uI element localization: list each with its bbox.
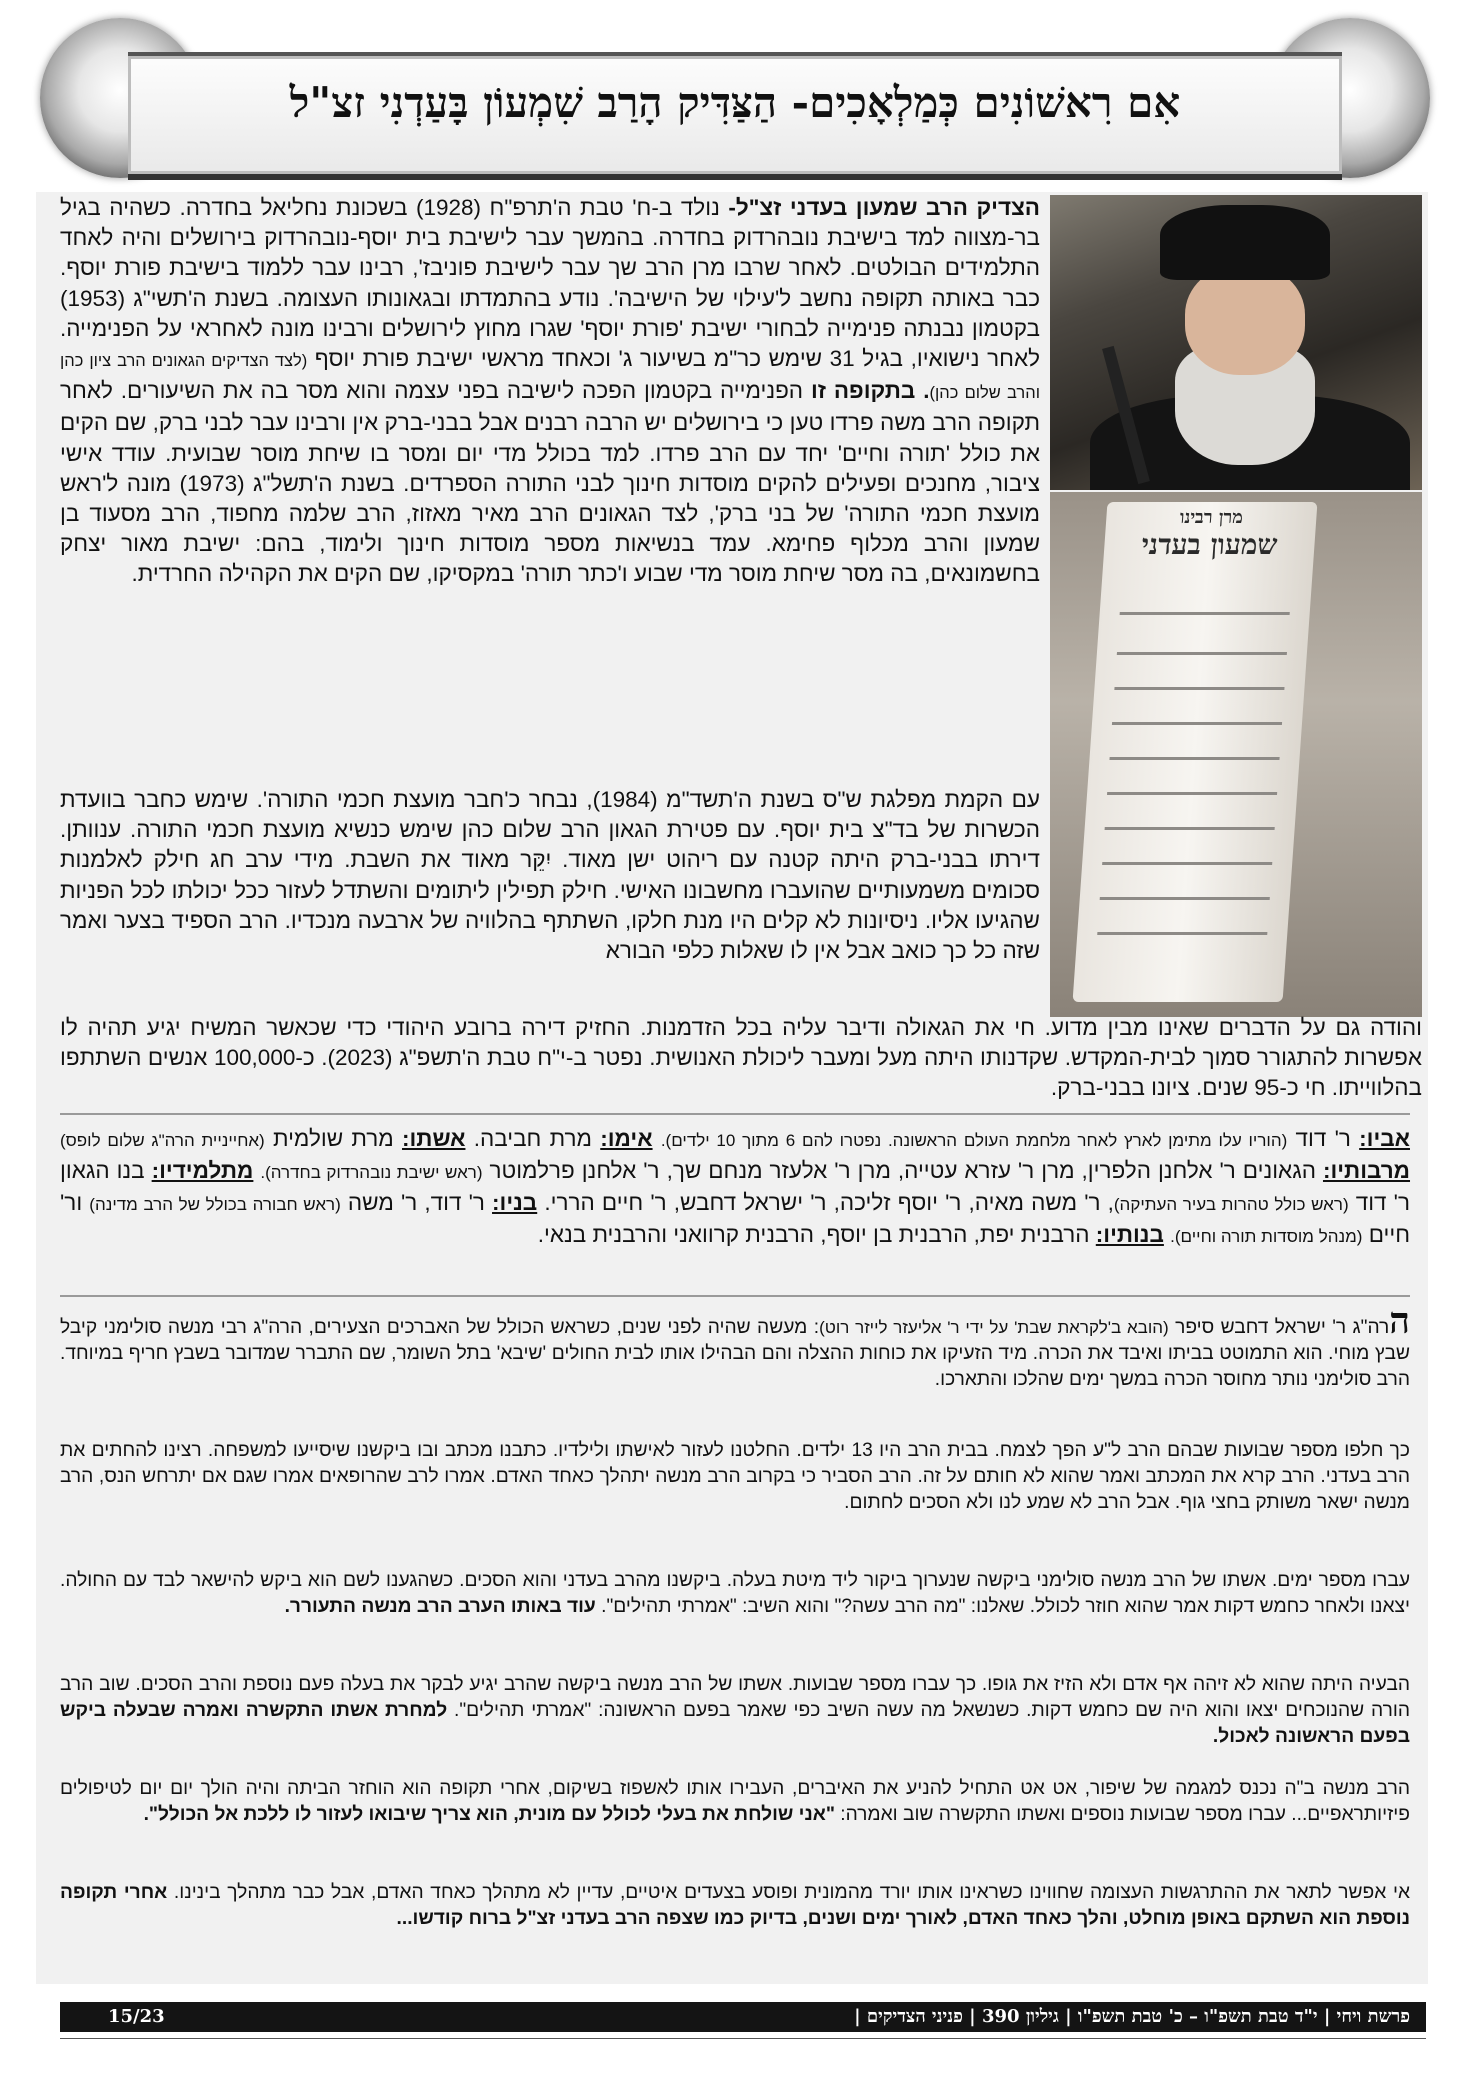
teachers-value: הגאונים ר' אלחנן הלפרין, מרן ר' עזרא עטייה, מרן ר' אלעזר מנחם שך, ר' אלחנן פרלמוטר	[482, 1158, 1323, 1183]
story-bold-3: עוד באותו הערב הרב מנשה התעורר.	[284, 1596, 596, 1617]
story-text-3: עברו מספר ימים. אשתו של הרב מנשה סולימני ביקשה שנערוך ביקור ליד מיטת בעלה. ביקשנו מהרב בעדני והוא הסכים. כשהגענו לשם הוא ביקש להישאר לבד עם החולה. יצאנו ולאחר כחמש דקות אמר שהוא חוזר לכולל. שאלנו: "מה הרב עשה?" והוא השיב: "אמרתי תהילים".	[60, 1570, 1410, 1617]
bio-bold-1: . בתקופה זו	[810, 378, 930, 404]
bio-paragraph-2	[60, 785, 1040, 966]
sons-note-2: (מנהל מוסדות תורה וחיים).	[1170, 1227, 1363, 1246]
story-bold-5: "אני שולחת את בעלי לכולל עם מונית, הוא צריך שיבואו לעזור לו ללכת אל הכולל".	[143, 1804, 835, 1825]
title-banner	[40, 18, 1430, 180]
mother-label: אימו:	[600, 1126, 653, 1151]
gravestone-line	[1100, 897, 1270, 900]
gravestone-line	[1117, 652, 1287, 655]
sons-value-2: ור' חיים	[60, 1190, 1410, 1247]
section-divider	[60, 1113, 1410, 1115]
story-paragraph-4	[60, 1672, 1410, 1750]
gravestone-line	[1120, 612, 1290, 615]
bio-paragraph-1	[60, 193, 1040, 590]
bio-note: (לצד הצדיקים הגאונים הרב ציון כהן והרב שלום כהן)	[60, 352, 1040, 403]
story-bold-4: למחרת אשתו התקשרה ואמרה שבעלה ביקש בפעם הראשונה לאכול.	[60, 1700, 1410, 1747]
students-value: בנו הגאון ר' דוד	[60, 1158, 1410, 1215]
story-source-note: (הובא ב'לקראת שבת' על ידי ר' אליעזר לייזר רוט)	[819, 1318, 1169, 1337]
photo-face	[1185, 265, 1305, 375]
gravestone-line	[1097, 932, 1267, 935]
wife-note: (אחייניית הרה"ג שלום לופס)	[60, 1131, 265, 1150]
dropcap-letter: ה	[1389, 1300, 1410, 1342]
story-paragraph-3	[60, 1568, 1410, 1620]
page-footer	[60, 2002, 1426, 2032]
gravestone-line	[1112, 722, 1282, 725]
gravestone-slab	[1073, 502, 1318, 1002]
gravestone-line	[1102, 862, 1272, 865]
bio-paragraph-3	[60, 1013, 1422, 1104]
teachers-label: מרבותיו:	[1322, 1158, 1411, 1183]
gravestone-line	[1109, 757, 1279, 760]
photo-hat	[1160, 205, 1330, 280]
page-number: 15/23	[108, 2006, 165, 2027]
story-text-2: כך חלפו מספר שבועות שבהם הרב ל"ע הפך לצמח. בבית הרב היו 13 ילדים. החלטנו לעזור לאישתו ולילדיו. כתבנו מכתב ובו ביקשנו שיסייעו למשפחה. רצינו להחתים את הרב בעדני. הרב קרא את המכתב ואמר שהוא לא חותם על זה. הרב הסביר כי בקרוב הרב מנשה יתהלך כאחד האדם. אמרו לרב שהרופאים אמרו שגם אם יתרחש הנס, הרב מנשה ישאר משותק בחצי גוף. אבל הרב לא שמע לנו ולא הסכים לחתום.	[60, 1440, 1411, 1513]
story-text-1-intro: רה"ג ר' ישראל דחבש סיפר	[1168, 1317, 1390, 1338]
teachers-note: (ראש ישיבת נובהרדוק בחדרה).	[260, 1163, 483, 1182]
bio-lead: הצדיק הרב שמעון בעדני זצ"ל-	[728, 195, 1040, 220]
story-text-5: הרב מנשה ב"ה נכנס למגמה של שיפור, אט אט התחיל להניע את האיברים, העבירו אותו לאשפוז בשיקום, אחרי תקופה הוא הוחזר הביתה והיה הולך יום יום לטיפולים פיזיותראפיים... עברו מספר שבועות נוספים ואשתו התקשרה שוב ואמרה:	[60, 1778, 1410, 1825]
bio-text-1-rest: הפנימייה בקטמון הפכה לישיבה בפני עצמה והוא מסר בה את השיעורים. לאחר תקופה הרב משה פרדו טען כי בירושלים יש הרבה רבנים אבל בבני-ברק אין ורבינו עבר לבני ברק, שם הקים את כולל 'תורה וחיים' יחד עם הרב פרדו. למד בכולל מדי יום ומסר בו שיחת מוסר שבועית. עודד אישי ציבור, מחנכים ופעילים להקים מוסדות חינוך לבני התורה הספרדים. בשנת ה'תשל"ג (1973) מונה ל'ראש מועצת חכמי התורה' של בני ברק', לצד הגאונים הרב מאיר מאזוז, הרב שלמה מחפוד, הרב מסעוד בן שמעון והרב מכלוף פחימא. עמד בנשיאות מספר מוסדות חינוך ולימוד, בהם: ישיבת מאור יצחק בחשמונאים, בה מסר שיחת מוסר מדי שבוע ו'כתר תורה' במקסיקו, שם הקים את הקהילה החרדית.	[60, 378, 1040, 587]
bio-text-2: עם הקמת מפלגת ש"ס בשנת ה'תשד"מ (1984), נבחר כ'חבר מועצת חכמי התורה'. שימש כחבר בוועדת הכשרות של בד"צ בית יוסף. עם פטירת הגאון הרב שלום כהן שימש כנשיא מועצת חכמי התורה. ענוותן. דירתו בבני-ברק היתה קטנה עם ריהוט ישן מאוד. יִקֵּר מאוד את השבת. מידי ערב חג חילק לאלמנות סכומים משמעותיים שהועברו מחשבונו האישי. חילק תפילין ליתומים והשתדל לעזור ככל יכולתו לכל הפניות שהגיעו אליו. ניסיונות לא קלים היו מנת חלקו, השתתף בהלוויה של ארבעה מנכדיו. הרב הספיד בצער ואמר שזה כל כך כואב אבל אין לו שאלות כלפי הבורא	[60, 787, 1040, 964]
wife-value: מרת שולמית	[264, 1126, 403, 1151]
story-paragraph-2	[60, 1438, 1410, 1516]
gravestone-inscription	[1103, 507, 1317, 562]
bio-text-1: נולד ב-ח' טבת ה'תרפ"ח (1928) בשכונת נחליאל בחדרה. כשהיה בגיל בר-מצווה למד בישיבת נובהרדוק בחדרה. בהמשך עבר לישיבת בית יוסף-נובהרדוק בירושלים והיה לאחד התלמידים הבולטים. לאחר שרבו מרן הרב שך עבר לישיבת פוניבז', רבינו עבר ללמוד בישיבת פורת יוסף. כבר באותה תקופה נחשב ל'עילוי של הישיבה'. נודע בהתמדתו ובגאונותו העצומה. בשנת ה'תשי"ג (1953) בקטמון נבנתה פנימייה לבחורי ישיבת 'פורת יוסף' שגרו מחוץ לירושלים ורבינו מונה לאחראי על הפנימייה. לאחר נישואיו, בגיל 31 שימש כר"מ בשיעור ג' וכאחד מראשי ישיבת פורת יוסף	[60, 195, 1040, 372]
gravestone-line	[1105, 827, 1275, 830]
story-paragraph-5	[60, 1776, 1410, 1828]
story-bold-6: אחרי תקופה נוספת הוא השתקם באופן מוחלט, והלך כאחד האדם, לאורך ימים ושנים, בדיוק כמו שצפה הרב בעדני זצ"ל ברוח קודשו...	[60, 1882, 1410, 1929]
footer-rule	[60, 2038, 1426, 2039]
daughters-value: הרבנית יפת, הרבנית בן יוסף, הרבנית קרוואני והרבנית בנאי.	[537, 1222, 1096, 1247]
students-value-2: , ר' משה מאיה, ר' יוסף זליכה, ר' ישראל דחבש, ר' חיים הררי.	[544, 1190, 1114, 1215]
bio-text-3: והודה גם על הדברים שאינו מבין מדוע. חי את הגאולה ודיבר עליה בכל הזדמנות. החזיק דירה ברובע היהודי כדי שכאשר המשיח יגיע תהיה לו אפשרות להתגורר סמוך לבית-המקדש. שקדנותו היתה מעל ומעבר ליכולת האנושית. נפטר ב-י"ח טבת ה'תשפ"ג (2023). כ-100,000 אנשים השתתפו בהלווייתו. חי כ-95 שנים. ציונו בבני-ברק.	[60, 1015, 1422, 1101]
father-value: ר' דוד	[1287, 1126, 1360, 1151]
gravestone-top-text: מרן רבינו	[1179, 507, 1244, 528]
story-paragraph-1	[60, 1300, 1410, 1393]
sons-value: ר' דוד, ר' משה	[340, 1190, 493, 1215]
gravestone-photo	[1050, 492, 1422, 1017]
page-title: אִם רִאשׁוֹנִים כְּמַלְאָכִים- הַצַּדִּיק הָרַב שִׁמְעוֹן בָּעַדְנִי זצ"ל	[289, 78, 1181, 127]
students-note: (ראש כולל טהרות בעיר העתיקה)	[1113, 1195, 1349, 1214]
daughters-label: בנותיו:	[1095, 1222, 1164, 1247]
story-text-6: אי אפשר לתאר את ההתרגשות העצומה שחווינו כשראינו אותו יורד מהמונית ופוסע בצעדים איטיים, עדיין לא מתהלך כאחד האדם, אבל כבר מתהלך בינינו.	[167, 1882, 1410, 1903]
story-paragraph-6	[60, 1880, 1410, 1932]
gravestone-line	[1107, 792, 1277, 795]
sons-note: (ראש חבורה בכולל של הרב מדינה)	[89, 1195, 341, 1214]
mother-value: מרת חביבה.	[473, 1126, 601, 1151]
title-bar	[128, 52, 1342, 180]
sons-label: בניו:	[492, 1190, 538, 1215]
rabbi-portrait-photo	[1050, 195, 1422, 490]
wife-label: אשתו:	[402, 1126, 466, 1151]
family-info	[60, 1124, 1410, 1252]
students-label: מתלמידיו:	[151, 1158, 254, 1183]
gravestone-line	[1114, 687, 1284, 690]
story-text-1: : מעשה שהיה לפני שנים, כשראש הכולל של האברכים הצעירים, הרה"ג רבי מנשה סולימני קיבל שבץ מוחי. הוא התמוטט בביתו ואיבד את הכרה. מיד הזעיקו את כוחות ההצלה והם הבהילו אותו לבית החולים 'שיבא' בתל השומר, שם התברר שמדובר בשבץ חריף במיוחד. הרב סולימני נותר מחוסר הכרה במשך ימים שהלכו והתארכו.	[60, 1317, 1410, 1390]
father-label: אביו:	[1359, 1126, 1410, 1151]
father-note: (הוריו עלו מתימן לארץ לאחר מלחמת העולם הראשונה. נפטרו להם 6 מתוך 10 ילדים).	[660, 1131, 1288, 1150]
gravestone-name: שמעון בעדני	[1140, 528, 1279, 561]
story-text-4: הבעיה היתה שהוא לא זיהה אף אדם ולא הזיז את גופו. כך עברו מספר שבועות. אשתו של הרב מנשה ביקשה שהרב יגיע לבקר את בעלה פעם נוספת והרב הסכים. שוב הרב הורה שהנוכחים יצאו והוא היה שם כחמש דקות. כשנשאל מה עשה השיב כפי שאמר בפעם הראשונה: "אמרתי תהילים".	[60, 1674, 1411, 1721]
section-divider	[60, 1295, 1410, 1297]
footer-issue-info: פרשת ויחי | י"ד טבת תשפ"ו – כ' טבת תשפ"ו | גיליון 390 | פניני הצדיקים |	[854, 2006, 1410, 2027]
